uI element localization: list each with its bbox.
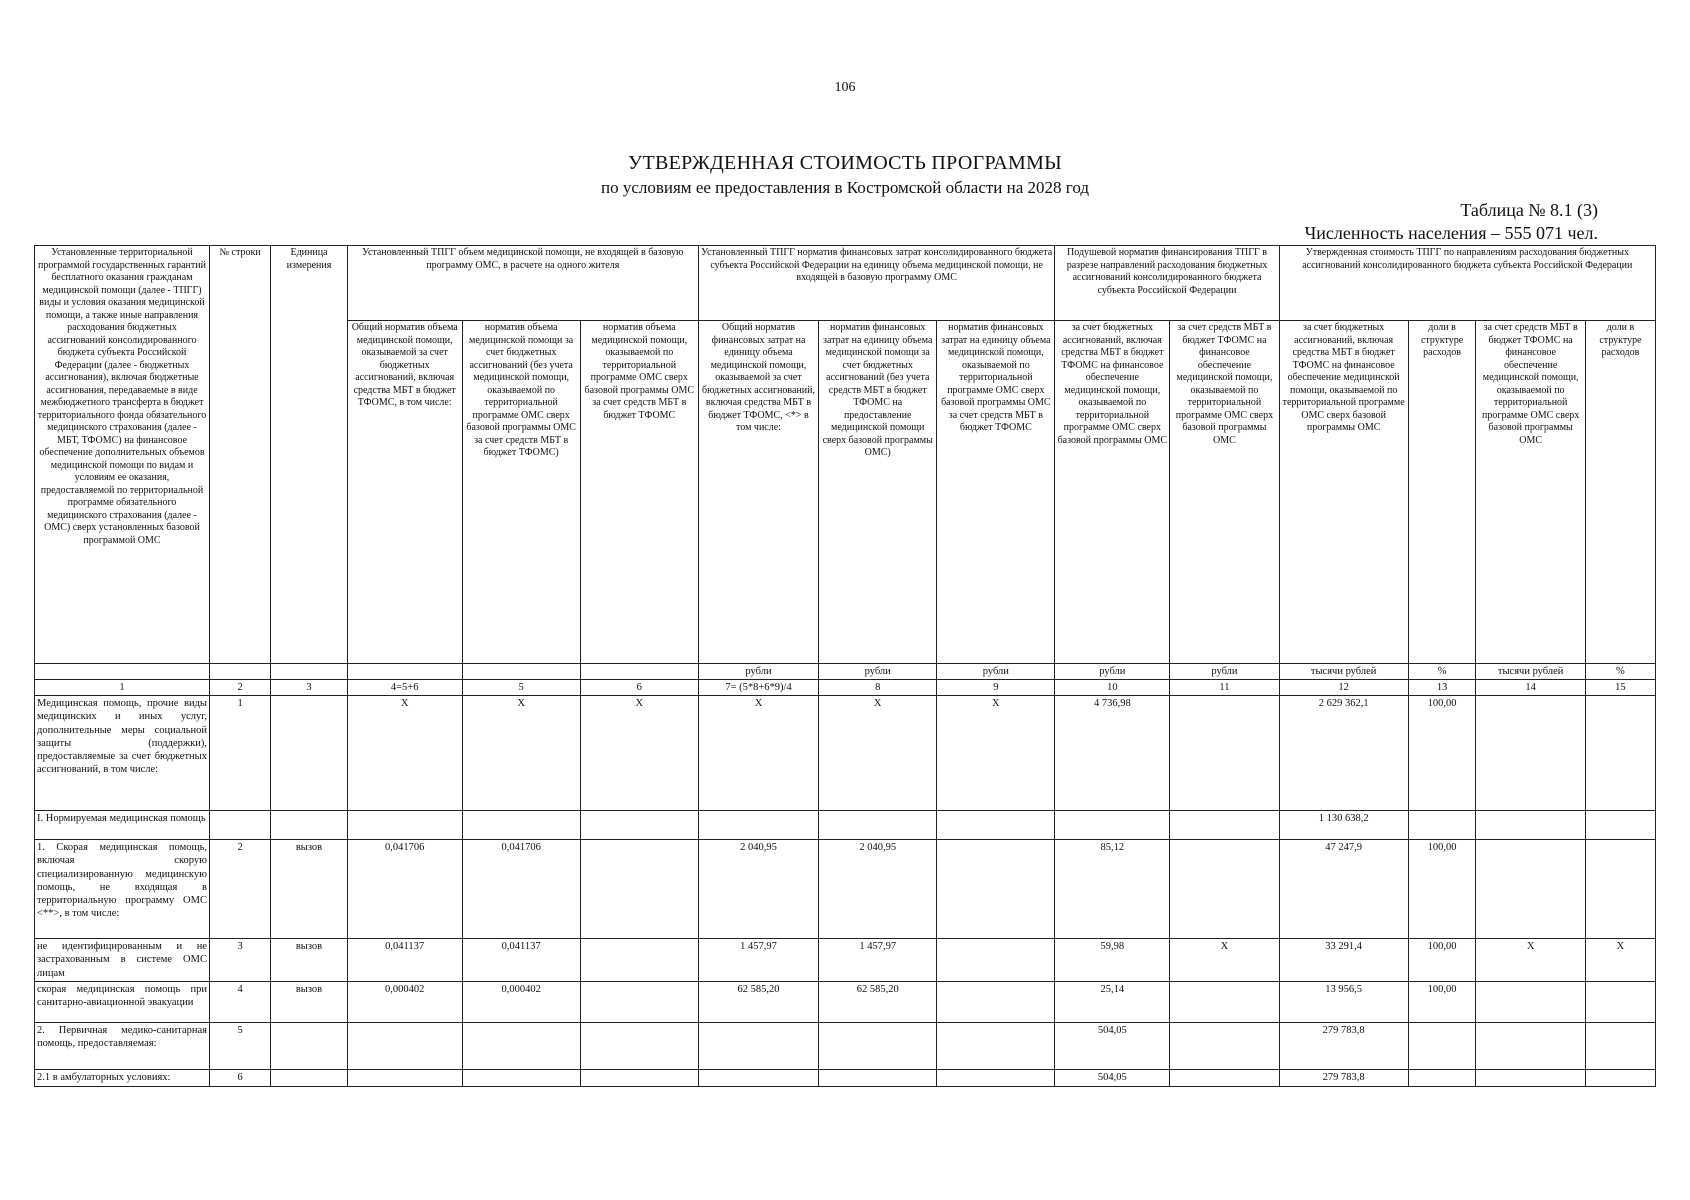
table-cell (1476, 696, 1585, 811)
row-label: скорая медицинская помощь при санитарно-авиационной эвакуации (35, 981, 210, 1022)
table-cell (1170, 981, 1279, 1022)
table-cell: X (819, 696, 937, 811)
unit-cell: рубли (819, 664, 937, 680)
table-cell (462, 811, 580, 840)
document-title: УТВЕРЖДЕННАЯ СТОИМОСТЬ ПРОГРАММЫ (628, 152, 1062, 174)
table-cell: 1 457,97 (698, 939, 818, 981)
table-cell: 6 (209, 1069, 270, 1086)
header-col-6: норматив объема медицинской помощи, оказываемой по территориальной программе ОМС сверх базовой программы ОМС за счет средств МБТ в бюджет ТФОМС (580, 321, 698, 664)
table-cell (347, 1022, 462, 1069)
unit-cell (35, 664, 210, 680)
colnum-cell: 7= (5*8+6*9)/4 (698, 680, 818, 696)
table-cell (937, 1022, 1055, 1069)
unit-cell (271, 664, 348, 680)
unit-cell: % (1408, 664, 1476, 680)
colnum-cell: 8 (819, 680, 937, 696)
row-label: не идентифицированным и не застрахованным в системе ОМС лицам (35, 939, 210, 981)
table-cell: вызов (271, 840, 348, 939)
table-cell: X (937, 696, 1055, 811)
header-col-2: № строки (209, 246, 270, 664)
table-cell (1170, 1069, 1279, 1086)
table-cell: 1 130 638,2 (1279, 811, 1408, 840)
header-group-norm: Установленный ТПГГ норматив финансовых затрат консолидированного бюджета субъекта Российской Федерации на единицу объема медицинской помощи, не входящей в базовую программу ОМС (698, 246, 1055, 321)
table-cell: 62 585,20 (819, 981, 937, 1022)
header-col-1: Установленные территориальной программой государственных гарантий бесплатного оказания гражданам медицинской помощи (далее - ТПГГ) виды и условия оказания медицинской помощи, а также иные направления расходования бюджетных ассигнований консолидированного бюджета субъекта Российской Федерации (далее - бюджетных ассигнования), включая бюджетные ассигнования, передаваемые в виде межбюджетного трансферта в бюджет территориального фонда обязательного медицинского страхования (далее - МБТ, ТФОМС) на финансовое обеспечение дополнительных объемов медицинской помощи по видам и условиям ее оказания, предоставляемой по территориальной программе обязательного медицинского страхования (далее - ОМС) сверх установленных базовой программой ОМС (35, 246, 210, 664)
table-cell (580, 939, 698, 981)
table-number: Таблица № 8.1 (3) (1460, 200, 1598, 220)
colnum-cell: 3 (271, 680, 348, 696)
unit-cell (580, 664, 698, 680)
table-cell (271, 811, 348, 840)
table-cell: X (698, 696, 818, 811)
colnum-cell: 13 (1408, 680, 1476, 696)
table-cell (271, 696, 348, 811)
table-row (35, 840, 1656, 939)
table-cell: X (462, 696, 580, 811)
table-cell (937, 811, 1055, 840)
unit-cell (209, 664, 270, 680)
header-row-groups (35, 246, 1656, 321)
table-cell: 2 040,95 (698, 840, 818, 939)
header-col-13: доли в структуре расходов (1408, 321, 1476, 664)
table-cell (1585, 1069, 1655, 1086)
table-cell (1585, 981, 1655, 1022)
table-cell: 33 291,4 (1279, 939, 1408, 981)
table-cell (1585, 840, 1655, 939)
table-cell: 2 (209, 840, 270, 939)
unit-cell (347, 664, 462, 680)
header-col-7: Общий норматив финансовых затрат на единицу объема медицинской помощи, оказываемой за счет бюджетных ассигнований, включая средства МБТ в бюджет ТФОМС, <*> в том числе: (698, 321, 818, 664)
colnum-cell: 6 (580, 680, 698, 696)
table-cell (698, 1022, 818, 1069)
colnum-cell: 15 (1585, 680, 1655, 696)
table-cell: 85,12 (1055, 840, 1170, 939)
header-col-11: за счет средств МБТ в бюджет ТФОМС на финансовое обеспечение медицинской помощи, оказываемой по территориальной программе ОМС сверх базовой программы ОМС (1170, 321, 1279, 664)
table-cell (347, 1069, 462, 1086)
table-cell: 100,00 (1408, 696, 1476, 811)
table-cell (1476, 840, 1585, 939)
colnum-cell: 9 (937, 680, 1055, 696)
table-cell (580, 840, 698, 939)
cost-table (34, 245, 1656, 1087)
table-cell (580, 1022, 698, 1069)
header-col-4: Общий норматив объема медицинской помощи, оказываемой за счет бюджетных ассигнований, включая средства МБТ в бюджет ТФОМС, в том числе: (347, 321, 462, 664)
unit-cell: % (1585, 664, 1655, 680)
table-cell: 0,041706 (462, 840, 580, 939)
header-col-5: норматив объема медицинской помощи за счет бюджетных ассигнований (без учета медицинской помощи, оказываемой по территориальной программе ОМС сверх базовой программы ОМС за счет средств МБТ в бюджет ТФОМС) (462, 321, 580, 664)
table-cell: 47 247,9 (1279, 840, 1408, 939)
table-cell: 279 783,8 (1279, 1069, 1408, 1086)
population-count: Численность населения – 555 071 чел. (1304, 223, 1598, 243)
table-cell (347, 811, 462, 840)
table-cell: 1 457,97 (819, 939, 937, 981)
table-cell (819, 1069, 937, 1086)
colnum-cell: 10 (1055, 680, 1170, 696)
table-cell: 25,14 (1055, 981, 1170, 1022)
row-label: I. Нормируемая медицинская помощь (35, 811, 210, 840)
column-numbers-row (35, 680, 1656, 696)
table-cell (1055, 811, 1170, 840)
row-label: Медицинская помощь, прочие виды медицинских и иных услуг, дополнительные меры социальной защиты (поддержки), предоставляемые за счет бюджетных ассигнований, в том числе: (35, 696, 210, 811)
header-col-10: за счет бюджетных ассигнований, включая средства МБТ в бюджет ТФОМС на финансовое обеспечение медицинской помощи, оказываемой по территориальной программе ОМС сверх базовой программы ОМС (1055, 321, 1170, 664)
colnum-cell: 11 (1170, 680, 1279, 696)
table-cell: 3 (209, 939, 270, 981)
unit-cell: тысячи рублей (1476, 664, 1585, 680)
header-group-cost: Утвержденная стоимость ТПГГ по направлениям расходования бюджетных ассигнований консолидированного бюджета субъекта Российской Федерации (1279, 246, 1655, 321)
header-col-9: норматив финансовых затрат на единицу объема медицинской помощи, оказываемой по территориальной программе ОМС сверх базовой программы ОМС за счет средств МБТ в бюджет ТФОМС (937, 321, 1055, 664)
table-cell: 279 783,8 (1279, 1022, 1408, 1069)
colnum-cell: 2 (209, 680, 270, 696)
table-cell: 0,041137 (462, 939, 580, 981)
table-cell (1585, 811, 1655, 840)
table-cell (1408, 811, 1476, 840)
table-row (35, 1022, 1656, 1069)
table-cell (937, 981, 1055, 1022)
table-cell: X (580, 696, 698, 811)
header-group-volume: Установленный ТПГГ объем медицинской помощи, не входящей в базовую программу ОМС, в расчете на одного жителя (347, 246, 698, 321)
table-cell: 13 956,5 (1279, 981, 1408, 1022)
table-cell (1170, 696, 1279, 811)
colnum-cell: 14 (1476, 680, 1585, 696)
table-cell: 0,000402 (347, 981, 462, 1022)
page-number: 106 (834, 80, 856, 95)
table-cell (698, 811, 818, 840)
table-cell (462, 1022, 580, 1069)
header-col-15: доли в структуре расходов (1585, 321, 1655, 664)
unit-cell: рубли (937, 664, 1055, 680)
table-cell: вызов (271, 981, 348, 1022)
unit-cell: рубли (1170, 664, 1279, 680)
table-cell: 2 629 362,1 (1279, 696, 1408, 811)
table-row (35, 1069, 1656, 1086)
table-cell: X (1585, 939, 1655, 981)
table-cell: 59,98 (1055, 939, 1170, 981)
unit-cell (462, 664, 580, 680)
table-cell (462, 1069, 580, 1086)
row-label: 2.1 в амбулаторных условиях: (35, 1069, 210, 1086)
table-row (35, 981, 1656, 1022)
table-cell: 2 040,95 (819, 840, 937, 939)
table-cell (698, 1069, 818, 1086)
table-cell (1476, 811, 1585, 840)
colnum-cell: 1 (35, 680, 210, 696)
table-cell: 62 585,20 (698, 981, 818, 1022)
table-cell (1170, 1022, 1279, 1069)
table-cell (580, 981, 698, 1022)
table-cell (1476, 981, 1585, 1022)
table-cell (937, 840, 1055, 939)
table-cell: 100,00 (1408, 939, 1476, 981)
table-cell: 1 (209, 696, 270, 811)
table-cell (1170, 811, 1279, 840)
header-col-14: за счет средств МБТ в бюджет ТФОМС на финансовое обеспечение медицинской помощи, оказываемой по территориальной программе ОМС сверх базовой программы ОМС (1476, 321, 1585, 664)
colnum-cell: 5 (462, 680, 580, 696)
table-cell: X (1476, 939, 1585, 981)
table-cell: 0,041137 (347, 939, 462, 981)
table-cell: 0,041706 (347, 840, 462, 939)
table-cell (819, 811, 937, 840)
table-cell (937, 939, 1055, 981)
table-row (35, 696, 1656, 811)
table-cell: 4 (209, 981, 270, 1022)
table-cell (1585, 1022, 1655, 1069)
table-cell: 504,05 (1055, 1069, 1170, 1086)
table-row (35, 939, 1656, 981)
table-cell (1476, 1069, 1585, 1086)
table-cell: 0,000402 (462, 981, 580, 1022)
table-cell (1408, 1069, 1476, 1086)
table-cell (1408, 1022, 1476, 1069)
table-cell (1585, 696, 1655, 811)
table-body (35, 696, 1656, 1086)
table-cell (271, 1069, 348, 1086)
header-col-8: норматив финансовых затрат на единицу объема медицинской помощи за счет бюджетных ассигнований (без учета средств МБТ в бюджет ТФОМС на предоставление медицинской помощи сверх базовой программы ОМС) (819, 321, 937, 664)
header-col-12: за счет бюджетных ассигнований, включая средства МБТ в бюджет ТФОМС на финансовое обеспечение медицинской помощи, оказываемой по территориальной программе ОМС сверх базовой программы ОМС (1279, 321, 1408, 664)
table-cell (580, 811, 698, 840)
table-cell: 5 (209, 1022, 270, 1069)
table-row (35, 811, 1656, 840)
document-subtitle: по условиям ее предоставления в Костромской области на 2028 год (600, 178, 1089, 197)
table-cell: вызов (271, 939, 348, 981)
table-cell (209, 811, 270, 840)
unit-cell: рубли (698, 664, 818, 680)
table-cell (819, 1022, 937, 1069)
header-col-3: Единица измерения (271, 246, 348, 664)
table-cell: X (1170, 939, 1279, 981)
units-row (35, 664, 1656, 680)
unit-cell: тысячи рублей (1279, 664, 1408, 680)
row-label: 2. Первичная медико-санитарная помощь, предоставляемая: (35, 1022, 210, 1069)
row-label: 1. Скорая медицинская помощь, включая скорую специализированную медицинскую помощь, не входящая в территориальную программу ОМС <**>, в том числе: (35, 840, 210, 939)
table-cell (580, 1069, 698, 1086)
table-cell (937, 1069, 1055, 1086)
table-cell (1170, 840, 1279, 939)
table-cell: X (347, 696, 462, 811)
unit-cell: рубли (1055, 664, 1170, 680)
header-group-percapita: Подушевой норматив финансирования ТПГГ в разрезе направлений расходования бюджетных ассигнований консолидированного бюджета субъекта Российской Федерации (1055, 246, 1279, 321)
table-cell (271, 1022, 348, 1069)
colnum-cell: 12 (1279, 680, 1408, 696)
table-cell: 4 736,98 (1055, 696, 1170, 811)
colnum-cell: 4=5+6 (347, 680, 462, 696)
table-cell: 504,05 (1055, 1022, 1170, 1069)
table-cell: 100,00 (1408, 981, 1476, 1022)
table-cell (1476, 1022, 1585, 1069)
table-cell: 100,00 (1408, 840, 1476, 939)
